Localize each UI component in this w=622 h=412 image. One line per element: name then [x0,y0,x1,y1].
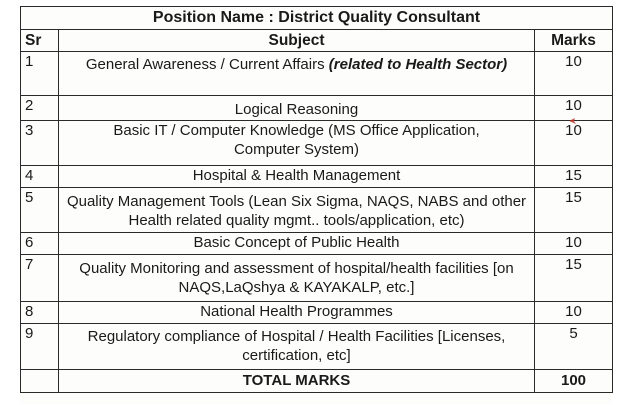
row-sr: 6 [21,233,59,255]
total-label: TOTAL MARKS [59,370,535,393]
row-marks: 15 [535,166,613,188]
header-row [21,30,613,52]
row-marks: 10 [535,52,613,96]
row-subject: Hospital & Health Management [59,166,535,188]
row-subject: Basic Concept of Public Health [59,233,535,255]
row-subject: Regulatory compliance of Hospital / Health Facilities [Licenses, certification, etc] [59,324,535,370]
row-sr: 9 [21,324,59,370]
row-sr: 5 [21,188,59,233]
row-subject: Logical Reasoning [59,96,535,121]
row-sr: 1 [21,52,59,96]
subject-column-header: Subject [59,30,535,52]
row-marks: 5 [535,324,613,370]
row-subject: Quality Monitoring and assessment of hospital/health facilities [on NAQS,LaQshya & KAYAKALP, etc.] [59,255,535,302]
title-row [21,7,613,30]
total-row [21,370,613,393]
row-subject: Quality Management Tools (Lean Six Sigma, NAQS, NABS and other Health related quality mgmt.. tools/application, etc) [59,188,535,233]
table-row [21,302,613,324]
row-sr: 7 [21,255,59,302]
row-sr: 3 [21,121,59,166]
row-subject [59,52,535,96]
sr-column-header: Sr [21,30,59,52]
table-row [21,96,613,121]
subject-emphasis: (related to Health Sector) [328,56,508,73]
table-row [21,324,613,370]
table-row [21,233,613,255]
total-value: 100 [535,370,613,393]
marks-column-header: Marks [535,30,613,52]
row-sr: 8 [21,302,59,324]
row-marks: 10 [535,121,613,166]
row-sr: 2 [21,96,59,121]
row-marks: 10 [535,233,613,255]
row-marks: 15 [535,188,613,233]
row-marks: 10 [535,302,613,324]
subject-text: General Awareness / Current Affairs [85,56,325,73]
syllabus-table [20,6,613,393]
pen-mark-icon [569,118,577,124]
row-subject: Basic IT / Computer Knowledge (MS Office Application, Computer System) [59,121,535,166]
table-row [21,188,613,233]
row-subject: National Health Programmes [59,302,535,324]
row-sr: 4 [21,166,59,188]
total-sr-cell [21,370,59,393]
table-row [21,121,613,166]
table-row [21,166,613,188]
document-sheet [20,6,612,404]
row-marks: 10 [535,96,613,121]
table-row [21,255,613,302]
row-marks: 15 [535,255,613,302]
table-row [21,52,613,96]
position-title: Position Name : District Quality Consultant [21,7,613,30]
